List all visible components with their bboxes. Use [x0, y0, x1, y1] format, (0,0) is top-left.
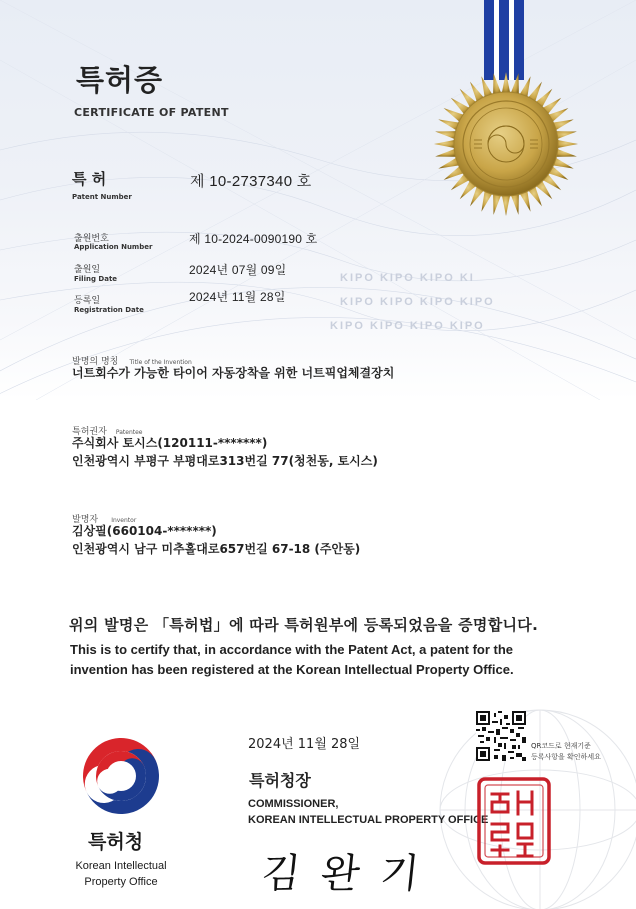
registration-date: 2024년 11월 28일: [189, 290, 286, 304]
watermark-row-2: KIPO KIPO KIPO KIPO: [340, 296, 495, 308]
seal-ray: [502, 72, 511, 94]
patentee-label: 특허권자: [72, 427, 107, 437]
office-name-en-1: Korean Intellectual: [75, 860, 167, 872]
seal-ray: [502, 194, 511, 216]
filing-date-label: 출원일: [74, 265, 101, 275]
patent-number: 제 10-2737340 호: [190, 173, 312, 190]
certificate-title: 특허증: [76, 63, 164, 97]
inventor-name: 김상필(660104-*******): [72, 524, 217, 538]
patent-label-en: Patent Number: [72, 193, 132, 201]
taegeuk-logo-icon: [80, 735, 162, 817]
commissioner-title-en-2: KOREAN INTELLECTUAL PROPERTY OFFICE: [248, 814, 489, 826]
patentee-name: 주식회사 토시스(120111-*******): [72, 436, 268, 450]
application-label: 출원번호: [74, 234, 109, 244]
seal-ray: [556, 140, 578, 149]
office-name-kr: 특허청: [88, 831, 144, 853]
certification-statement-en-1: This is to certify that, in accordance with the Patent Act, a patent for the: [70, 642, 514, 657]
application-number: 제 10-2024-0090190 호: [189, 232, 318, 246]
filing-date-label-en: Filing Date: [74, 275, 118, 283]
patentee-label-en: Patentee: [115, 429, 143, 436]
qr-note-line-2: 등록사항을 확인하세요: [531, 753, 601, 761]
registration-date-label-en: Registration Date: [74, 306, 144, 314]
commissioner-title-en-1: COMMISSIONER,: [248, 798, 339, 810]
invention-title: 너트회수가 가능한 타이어 자동장착을 위한 너트픽업체결장치: [72, 366, 395, 380]
watermark-row-1: KIPO KIPO KIPO KI: [340, 272, 475, 284]
seal-ray: [434, 140, 456, 149]
certification-statement-en-2: invention has been registered at the Korean Intellectual Property Office.: [70, 662, 514, 677]
application-label-en: Application Number: [74, 243, 153, 251]
qr-code-icon[interactable]: [476, 711, 526, 761]
qr-note-line-1: QR코드로 현재기준: [531, 742, 591, 750]
issue-date: 2024년 11월 28일: [248, 737, 361, 752]
ribbon: [484, 0, 524, 80]
registration-date-label: 등록일: [74, 296, 101, 306]
inventor-label: 발명자: [72, 515, 99, 525]
inventor-address: 인천광역시 남구 미추홀대로657번길 67-18 (주안동): [72, 542, 361, 556]
watermark-row-3: KIPO KIPO KIPO KIPO: [330, 320, 485, 332]
office-name-en-2: Property Office: [84, 876, 158, 888]
filing-date: 2024년 07월 09일: [189, 263, 287, 277]
certification-statement-kr: 위의 발명은 「특허법」에 따라 특허원부에 등록되었음을 증명합니다.: [69, 616, 539, 634]
patent-label: 특 허: [72, 170, 107, 188]
official-seal-stamp-icon: [476, 776, 552, 866]
commissioner-title: 특허청장: [249, 771, 311, 790]
invention-title-label: 발명의 명칭: [72, 357, 119, 367]
invention-title-label-en: Title of the Invention: [129, 359, 192, 366]
certificate-title-en: CERTIFICATE OF PATENT: [74, 106, 229, 119]
gold-seal-icon: [432, 70, 580, 218]
inventor-label-en: Inventor: [111, 517, 137, 524]
patentee-address: 인천광역시 부평구 부평대로313번길 77(청천동, 토시스): [72, 454, 378, 468]
commissioner-signature: 김 완 기: [259, 851, 426, 897]
